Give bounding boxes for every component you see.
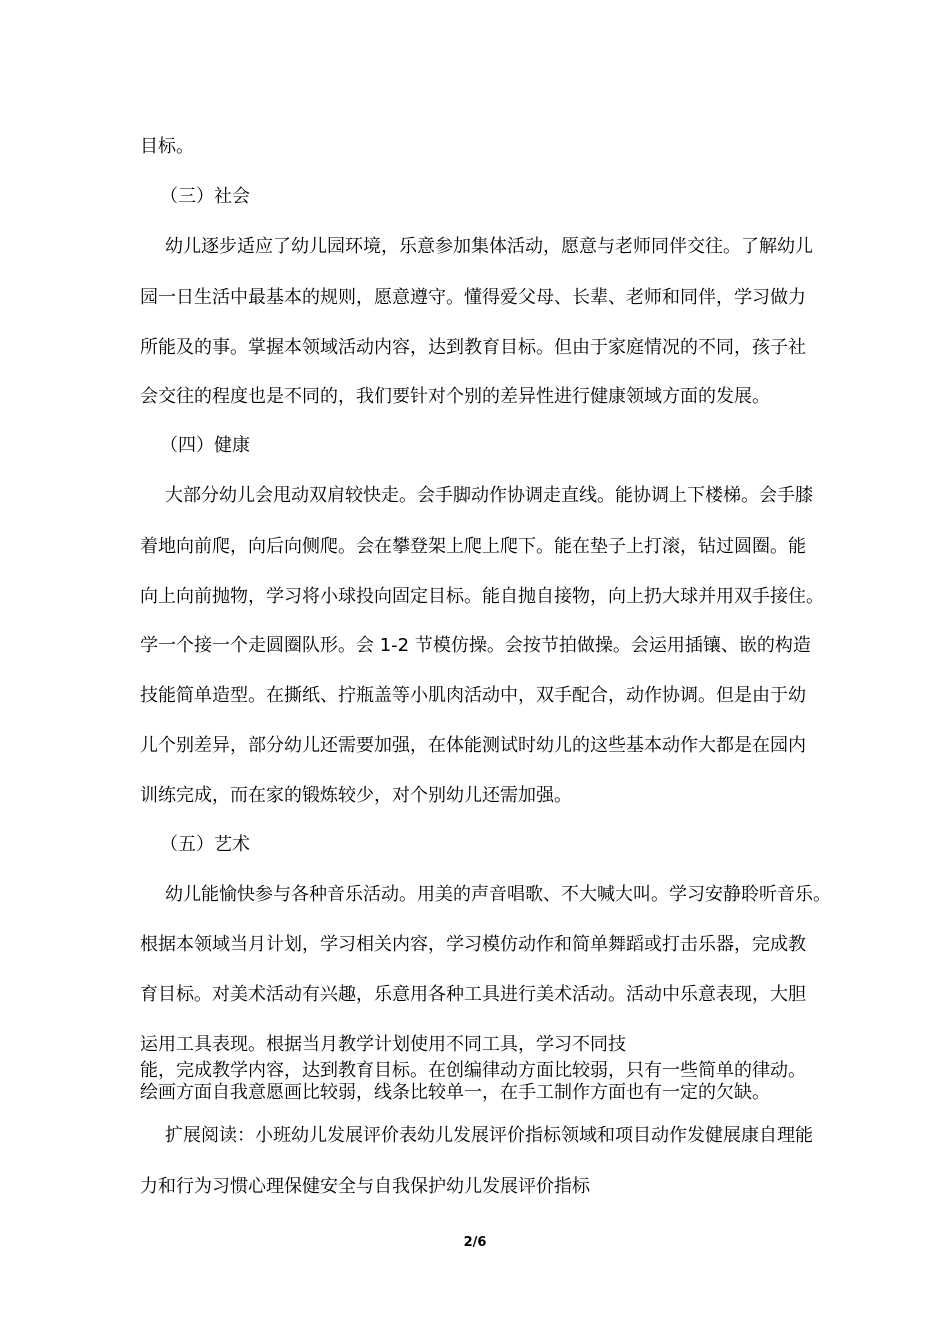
text-line: 大部分幼儿会甩动双肩较快走。会手脚动作协调走直线。能协调上下楼梯。会手膝 bbox=[165, 485, 813, 506]
text-line: 绘画方面自我意愿画比较弱，线条比较单一，在手工制作方面也有一定的欠缺。 bbox=[140, 1082, 770, 1103]
text-line: 向上向前抛物，学习将小球投向固定目标。能自抛自接物，向上扔大球并用双手接住。 bbox=[140, 586, 824, 607]
text-line: 训练完成，而在家的锻炼较少，对个别幼儿还需加强。 bbox=[140, 785, 572, 806]
text-line: 会交往的程度也是不同的，我们要针对个别的差异性进行健康领域方面的发展。 bbox=[140, 386, 770, 407]
text-line: 所能及的事。掌握本领域活动内容，达到教育目标。但由于家庭情况的不同，孩子社 bbox=[140, 337, 806, 358]
text-line: 幼儿逐步适应了幼儿园环境，乐意参加集体活动，愿意与老师同伴交往。了解幼儿 bbox=[165, 236, 813, 257]
text-line: 力和行为习惯心理保健安全与自我保护幼儿发展评价指标 bbox=[140, 1176, 590, 1197]
text-line: 技能简单造型。在撕纸、拧瓶盖等小肌肉活动中，双手配合，动作协调。但是由于幼 bbox=[140, 685, 806, 706]
text-line: 能，完成教学内容，达到教育目标。在创编律动方面比较弱，只有一些简单的律动。 bbox=[140, 1060, 806, 1081]
text-line: 根据本领域当月计划，学习相关内容，学习模仿动作和简单舞蹈或打击乐器，完成教 bbox=[140, 934, 806, 955]
text-line: 儿个别差异，部分幼儿还需要加强，在体能测试时幼儿的这些基本动作大都是在园内 bbox=[140, 735, 806, 756]
extended-reading-line: 扩展阅读：小班幼儿发展评价表幼儿发展评价指标领域和项目动作发健展康自理能 bbox=[165, 1125, 813, 1146]
text-line: 目标。 bbox=[140, 136, 194, 157]
text-line: 着地向前爬，向后向侧爬。会在攀登架上爬上爬下。能在垫子上打滚，钻过圆圈。能 bbox=[140, 536, 806, 557]
text-line: 运用工具表现。根据当月教学计划使用不同工具，学习不同技 bbox=[140, 1034, 626, 1055]
text-line: 学一个接一个走圆圈队形。会 1-2 节模仿操。会按节拍做操。会运用插镶、嵌的构造 bbox=[140, 635, 811, 656]
text-line: 育目标。对美术活动有兴趣，乐意用各种工具进行美术活动。活动中乐意表现，大胆 bbox=[140, 984, 806, 1005]
section-heading-social: （三）社会 bbox=[160, 186, 250, 207]
text-line: 园一日生活中最基本的规则，愿意遵守。懂得爱父母、长辈、老师和同伴，学习做力 bbox=[140, 287, 806, 308]
text-line: 幼儿能愉快参与各种音乐活动。用美的声音唱歌、不大喊大叫。学习安静聆听音乐。 bbox=[165, 884, 831, 905]
section-heading-health: （四）健康 bbox=[160, 435, 250, 456]
section-heading-art: （五）艺术 bbox=[160, 834, 250, 855]
page-number: 2/6 bbox=[463, 1235, 487, 1250]
